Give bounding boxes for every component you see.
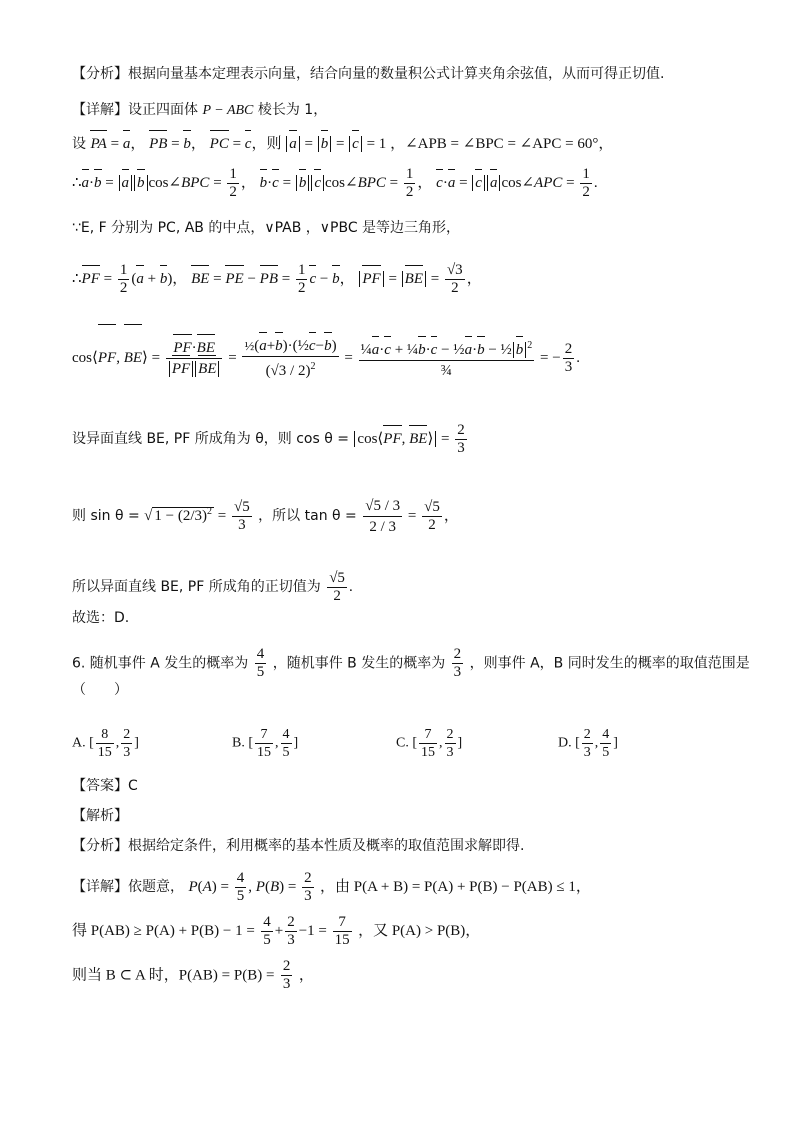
jiexi-label: 【解析】 — [72, 808, 128, 824]
q6-detail-3: 则当 B ⊂ A 时，P(AB) = P(B) = $\frac{2}{3}$ ， — [72, 958, 314, 992]
q6-text-c: ，则事件 A，B 同时发生的概率的取值范围是 — [469, 655, 750, 672]
conclusion-text: 所以异面直线 BE, PF 所成角的正切值为 — [72, 578, 321, 595]
let-text: 设 — [72, 136, 86, 152]
tetrahedron-name: P − ABC — [202, 103, 254, 118]
q6-analysis: 【分析】根据给定条件，利用概率的基本性质及概率的取值范围求解即得. — [72, 838, 525, 854]
question-6: 6. 随机事件 A 发生的概率为 $\frac{4}{5}$ ，随机事件 B 发生的概率为 $\frac{2}{3}$ ，则事件 A，B 同时发生的概率的取值范围是 — [72, 646, 750, 680]
q6-blank: （ ） — [72, 682, 128, 698]
answer-choice-line: 故选：D. — [72, 610, 130, 626]
q6-detail-2: 得 P(AB) ≥ P(A) + P(B) − 1 = $\frac{4}{5}$ + $\frac{2}{3}$ −1 = $\frac{7}{15}$ ，又 P(A) > P(B)， — [72, 914, 481, 948]
midpoint-line: ∵E, F 分别为 PC, AB 的中点，∨PAB ，∨PBC 是等边三角形， — [72, 220, 461, 236]
choice-b: B. [ $\frac{7}{15}$ , $\frac{4}{5}$ ] — [232, 727, 299, 760]
edge-length-text: 棱长为 1， — [257, 102, 328, 118]
vector-definitions: PA = a， PB = b， PC = c，则 a = b = c = 1 — [90, 136, 391, 152]
sine-tangent-line: 则 sin θ = √ $1 - (2/3)^2$ = $\frac{√5}{3}$ ，所以 tan θ = $\frac{√5 / 3}{2 / 3}$ = $\frac{√5}{2}$ ， — [72, 498, 459, 535]
dot-products-line: ∴a·b = a b cos∠BPC = $\frac{1}{2}$ ， b·c = b c cos∠BPC = $\frac{1}{2}$ ， c·a = c a cos∠APC = $\frac{1}{2}$ . — [72, 166, 598, 200]
q6-text-a: 6. 随机事件 A 发生的概率为 — [72, 655, 249, 672]
angle-cosine-line: 设异面直线 BE, PF 所成角为 θ，则 cos θ = cos⟨PF, BE⟩ = $\frac{2}{3}$ — [72, 422, 465, 456]
answer-label: 【答案】C — [72, 778, 138, 794]
tangent-text: ，所以 tan θ = — [258, 507, 357, 524]
detail-intro-text: 【详解】设正四面体 — [72, 102, 198, 118]
sine-text: 则 sin θ = — [72, 507, 140, 524]
choice-a: A. [ $\frac{8}{15}$ , $\frac{2}{3}$ ] — [72, 727, 139, 760]
angle-cosine-text: 设异面直线 BE, PF 所成角为 θ，则 cos θ = — [72, 430, 349, 447]
choice-d: D. [ $\frac{2}{3}$ , $\frac{4}{5}$ ] — [558, 727, 618, 760]
analysis-line: 【分析】根据向量基本定理表示向量，结合向量的数量积公式计算夹角余弦值，从而可得正切值. — [72, 66, 665, 82]
q6-text-b: ，随机事件 B 发生的概率为 — [272, 655, 446, 672]
q6-detail-1: 【详解】依题意， P(A) = $\frac{4}{5}$ , P(B) = $\frac{2}{3}$ ，由 P(A + B) = P(A) + P(B) − P(AB) ≤ 1， — [72, 870, 591, 904]
detail-intro-line — [72, 100, 327, 121]
conclusion-line: 所以异面直线 BE, PF 所成角的正切值为 $\frac{√5}{2}$ . — [72, 570, 353, 604]
choice-c: C. [ $\frac{7}{15}$ , $\frac{2}{3}$ ] — [396, 727, 463, 760]
cosine-computation-line: cos⟨PF, BE⟩ = $\frac{PF\cdot BE}{\text{PF BE}}$ = $\frac{\text{½(a+b)·(½c−b)}}{(√3 / 2)^2}$ = $\frac{\frac{1}{4}a\cdot c + \frac{1}{4}b\cdot c - \frac{1}{2}a\cdot b - \frac{1}{2} b ^2}{\text{¾}}$ = − $\frac{2}{3}$ . — [72, 328, 580, 388]
angle-conditions: ，∠APB = ∠BPC = ∠APC = 60°， — [390, 136, 614, 152]
vector-definitions-line — [72, 134, 613, 154]
vector-expressions-line: ∴PF = $\frac{1}{2}$ (a + b)， BE = PE − PB = $\frac{1}{2}$ c − b， PF = BE = $\frac{√3}{2}$ ， — [72, 262, 482, 296]
